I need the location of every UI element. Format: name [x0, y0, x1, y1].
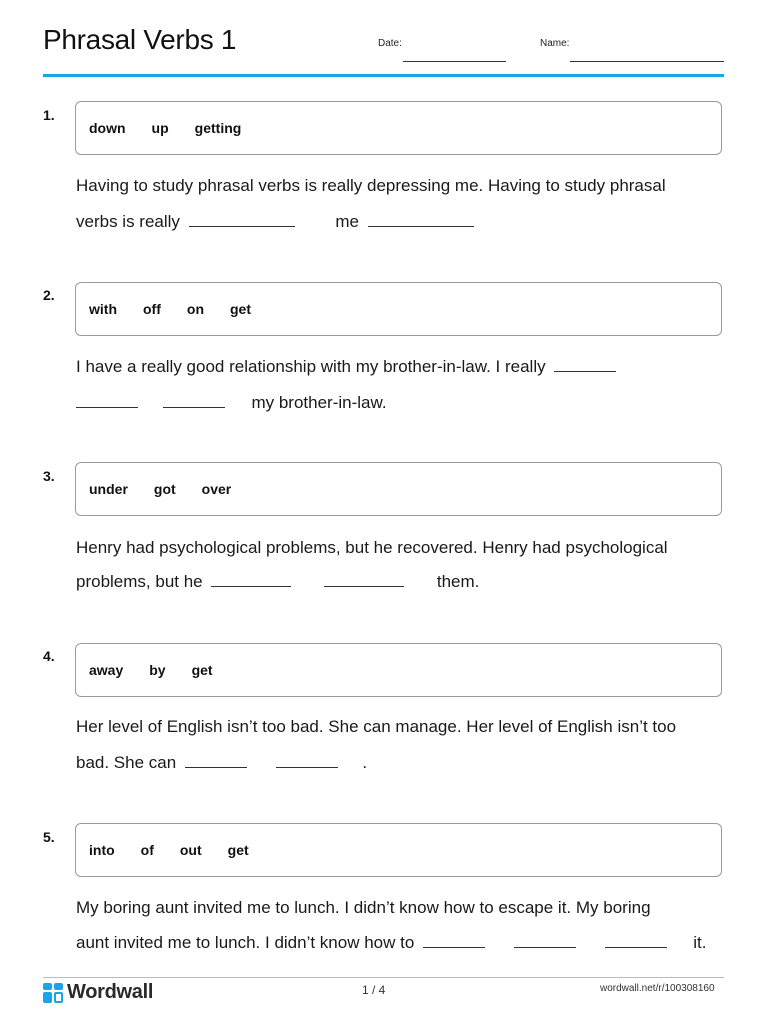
answer-blank[interactable] — [554, 357, 616, 372]
question-number: 5. — [43, 829, 55, 845]
logo-text: Wordwall — [67, 981, 154, 1003]
answer-blank[interactable] — [324, 572, 404, 587]
sentence-text: problems, but he — [76, 572, 203, 591]
wordwall-logo-icon — [43, 983, 63, 1003]
word-bank-item: get — [191, 662, 213, 678]
word-bank-item: of — [140, 842, 154, 858]
word-bank — [75, 101, 722, 155]
date-field[interactable] — [403, 61, 506, 62]
answer-blank[interactable] — [76, 393, 138, 408]
question-number: 1. — [43, 107, 55, 123]
question-sentence: Henry had psychological problems, but he recovered. Henry had psychological — [76, 538, 668, 557]
footer-url[interactable]: wordwall.net/r/100308160 — [600, 983, 715, 994]
word-bank-item: down — [89, 120, 126, 136]
answer-blank[interactable] — [211, 572, 291, 587]
word-bank-item: over — [201, 481, 232, 497]
sentence-text: me — [335, 212, 360, 231]
answer-blank[interactable] — [185, 753, 247, 768]
word-bank — [75, 823, 722, 877]
word-bank-item: got — [153, 481, 176, 497]
word-bank-item: off — [143, 301, 161, 317]
word-bank — [75, 462, 722, 516]
question-sentence-continued — [76, 393, 387, 413]
question-number: 4. — [43, 648, 55, 664]
answer-blank[interactable] — [368, 212, 474, 227]
sentence-text: my brother-in-law. — [251, 393, 387, 412]
question-sentence-continued — [76, 572, 479, 592]
question-sentence: Her level of English isn’t too bad. She can manage. Her level of English isn’t too — [76, 717, 677, 736]
question-sentence-continued — [76, 753, 367, 773]
answer-blank[interactable] — [276, 753, 338, 768]
word-bank-item: get — [230, 301, 251, 317]
answer-blank[interactable] — [163, 393, 225, 408]
word-bank-item: up — [151, 120, 169, 136]
answer-blank[interactable] — [605, 933, 667, 948]
sentence-text: verbs is really — [76, 212, 180, 231]
word-bank-item: on — [186, 301, 204, 317]
word-bank — [75, 643, 722, 697]
header-divider — [43, 74, 724, 77]
sentence-text: them. — [436, 572, 480, 591]
word-bank-item: get — [227, 842, 249, 858]
question-sentence: My boring aunt invited me to lunch. I didn’t know how to escape it. My boring — [76, 898, 651, 917]
page-title: Phrasal Verbs 1 — [43, 24, 237, 55]
word-bank-item: away — [89, 662, 124, 678]
sentence-text: it. — [693, 933, 707, 952]
word-bank-item: by — [149, 662, 166, 678]
wordwall-logo[interactable] — [43, 981, 153, 1004]
page-number: 1 / 4 — [362, 983, 386, 997]
date-label: Date: — [378, 38, 402, 49]
word-bank-item: under — [89, 481, 128, 497]
question-sentence — [76, 357, 616, 377]
word-bank-item: out — [179, 842, 202, 858]
question-sentence-continued — [76, 212, 474, 232]
word-bank-item: getting — [194, 120, 242, 136]
sentence-text: aunt invited me to lunch. I didn’t know how to — [76, 933, 415, 952]
sentence-text: bad. She can — [76, 753, 177, 772]
word-bank — [75, 282, 722, 336]
answer-blank[interactable] — [423, 933, 485, 948]
name-label: Name: — [540, 38, 570, 49]
name-field[interactable] — [570, 61, 724, 62]
answer-blank[interactable] — [514, 933, 576, 948]
sentence-text: I have a really good relationship with my brother-in-law. I really — [76, 357, 546, 376]
answer-blank[interactable] — [189, 212, 295, 227]
sentence-text: . — [362, 753, 368, 772]
question-sentence: Having to study phrasal verbs is really depressing me. Having to study phrasal — [76, 176, 666, 195]
question-number: 3. — [43, 468, 55, 484]
question-number: 2. — [43, 287, 55, 303]
word-bank-item: with — [89, 301, 117, 317]
word-bank-item: into — [89, 842, 115, 858]
question-sentence-continued — [76, 933, 706, 953]
footer-divider — [43, 977, 724, 978]
